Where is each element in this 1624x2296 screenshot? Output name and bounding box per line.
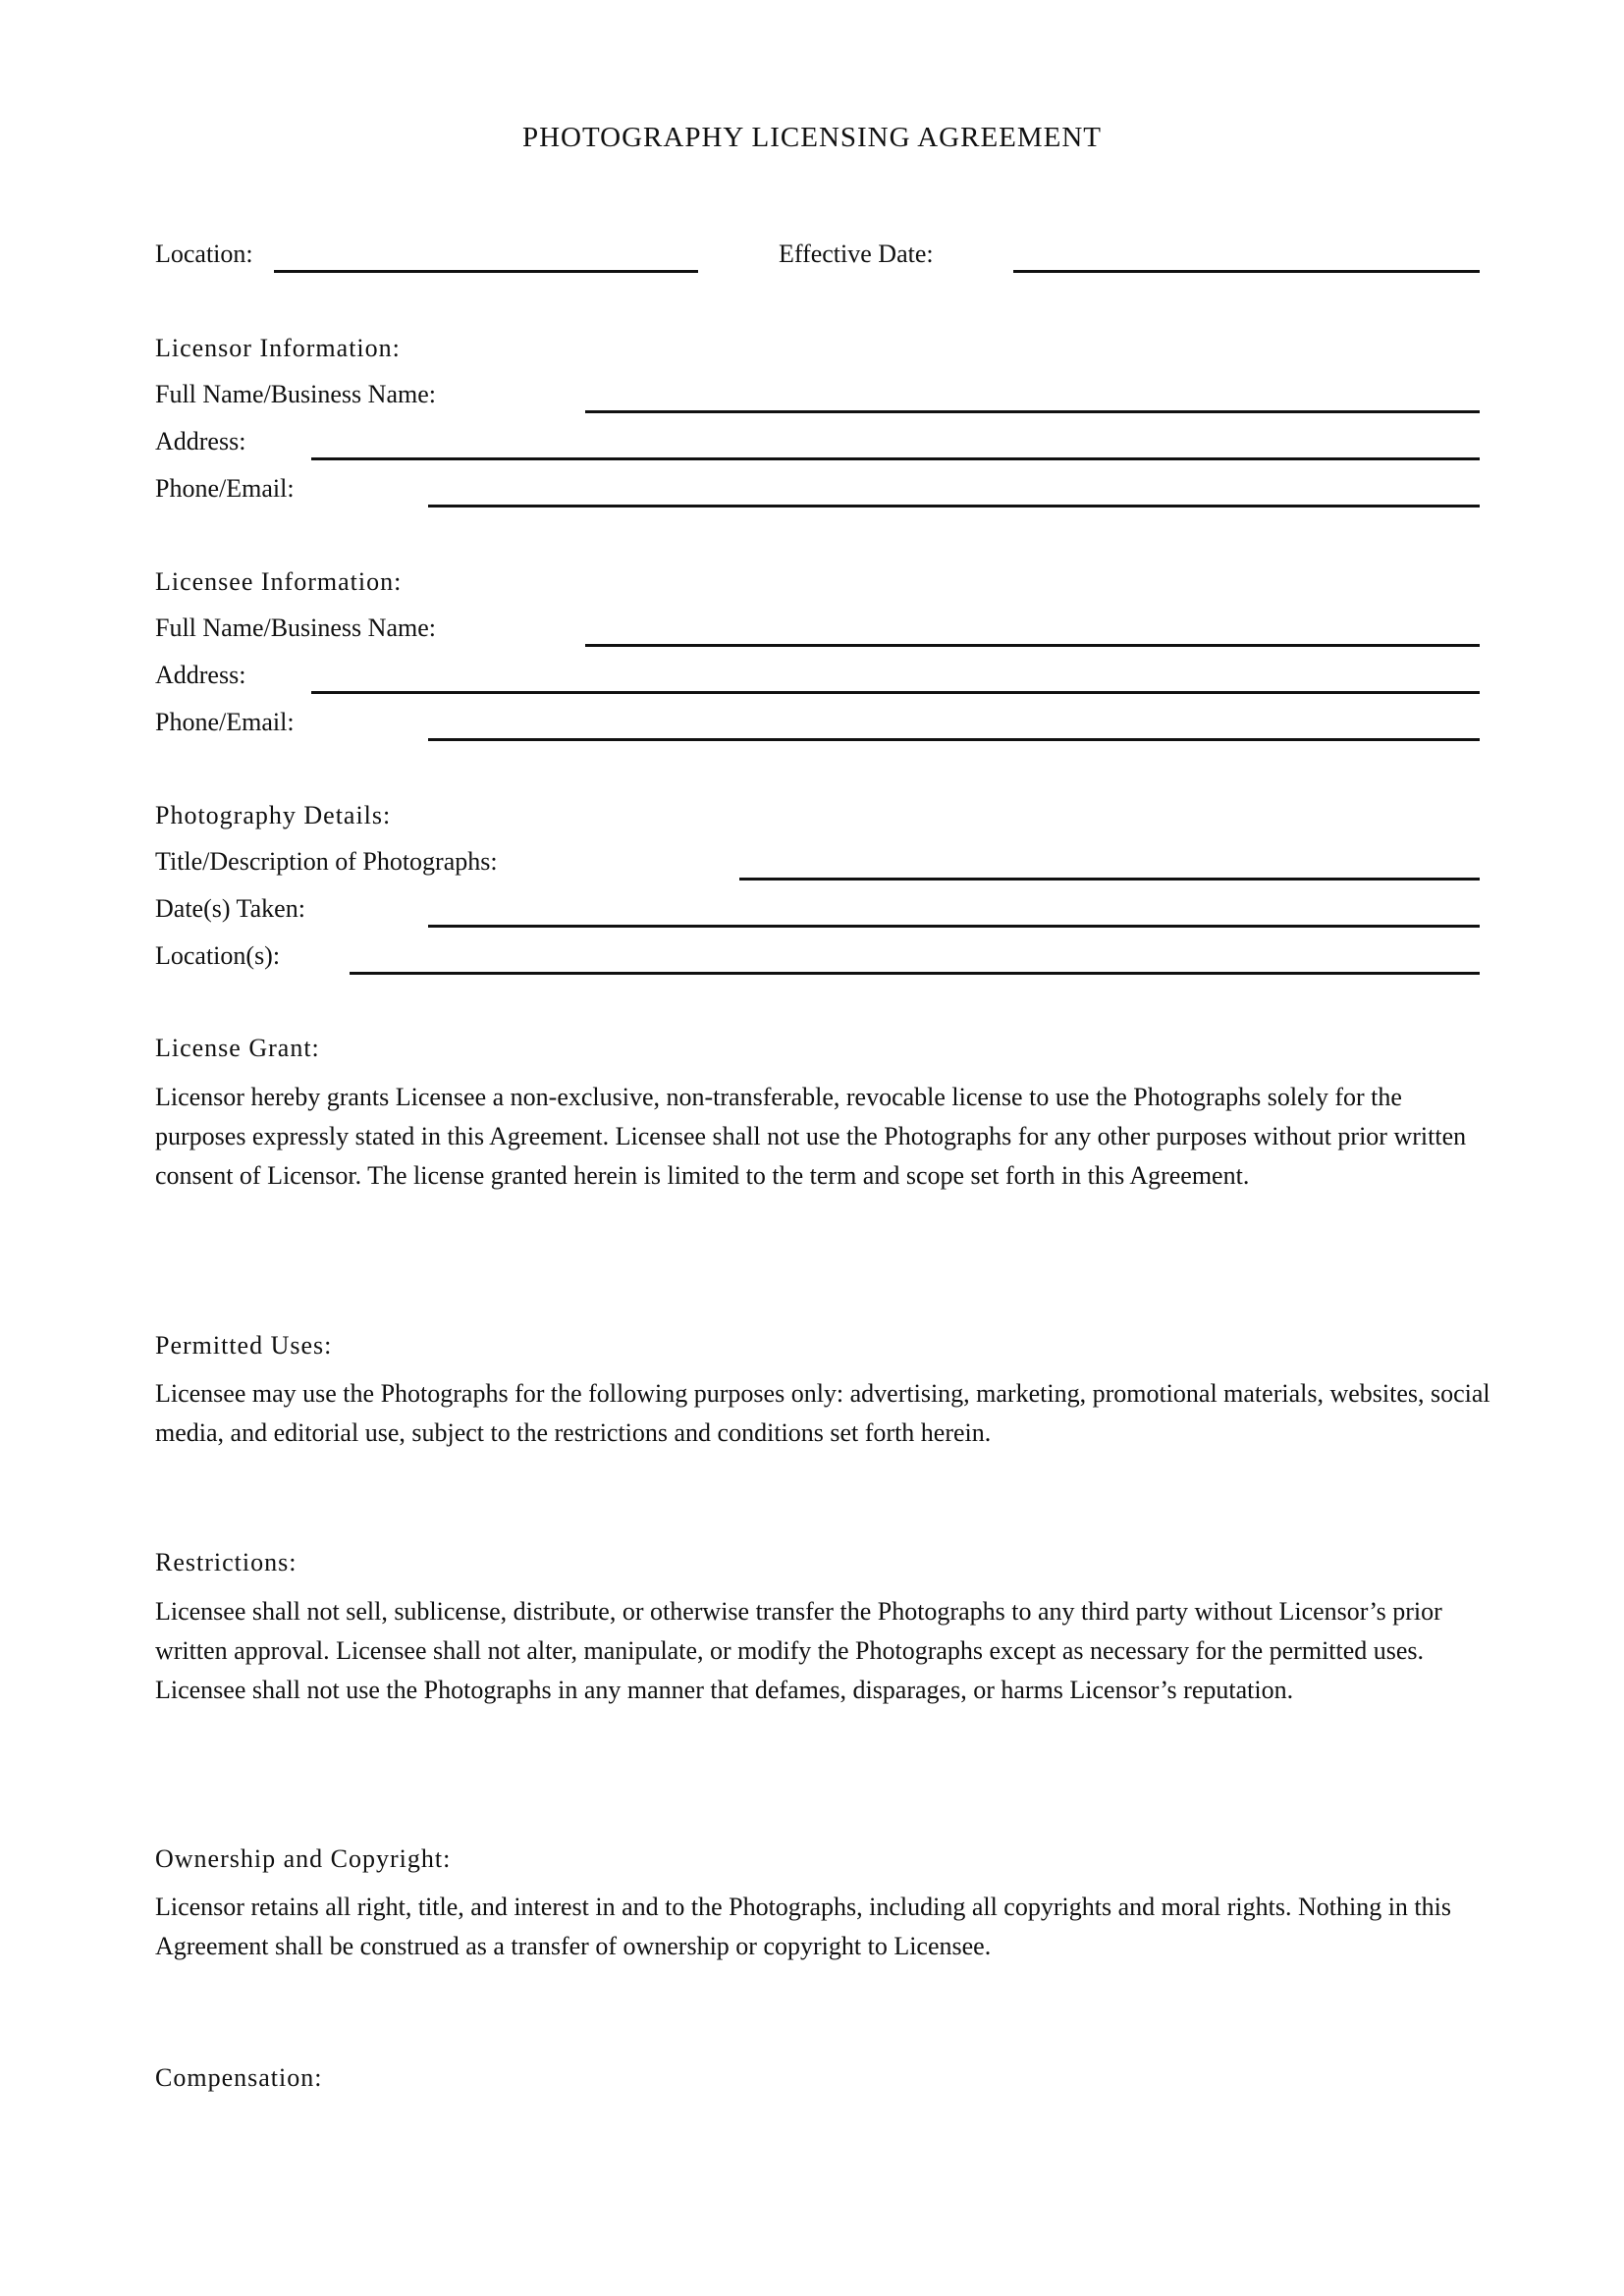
- location-label: Location:: [155, 240, 253, 268]
- licensor-name-field[interactable]: [585, 410, 1480, 413]
- licensee-name-label: Full Name/Business Name:: [155, 614, 436, 642]
- licensee-address-field[interactable]: [311, 691, 1480, 694]
- restrictions-text: Licensee shall not sell, sublicense, distribute, or otherwise transfer the Photographs to any third party without Licensor’s prior written approval. Licensee shall not alter, manipulate, or modify the Photographs except as necessary for the permitted uses. Licensee shall not use the Photographs in any manner that defames, disparages, or harms Licensor’s reputation.: [155, 1597, 1442, 1704]
- location-field[interactable]: [274, 270, 698, 273]
- photo-title-label: Title/Description of Photographs:: [155, 847, 498, 876]
- licensor-name-label: Full Name/Business Name:: [155, 380, 436, 408]
- photo-title-field[interactable]: [739, 878, 1480, 881]
- effective-date-field[interactable]: [1013, 270, 1480, 273]
- photo-dates-field[interactable]: [428, 925, 1480, 928]
- licensee-name-field[interactable]: [585, 644, 1480, 647]
- restrictions-heading: Restrictions:: [155, 1548, 298, 1576]
- licensor-contact-label: Phone/Email:: [155, 474, 295, 503]
- licensor-contact-field[interactable]: [428, 505, 1480, 507]
- ownership-text: Licensor retains all right, title, and interest in and to the Photographs, including all copyrights and moral rights. Nothing in this Agreement shall be construed as a transfer of ownership or copyright to Licensee.: [155, 1893, 1451, 1960]
- photo-locations-field[interactable]: [350, 972, 1480, 975]
- license-grant-text: Licensor hereby grants Licensee a non-exclusive, non-transferable, revocable license to use the Photographs solely for the purposes expressly stated in this Agreement. Licensee shall not use the Photographs for any other purposes without prior written consent of Licensor. The license granted herein is limited to the term and scope set forth in this Agreement.: [155, 1083, 1467, 1190]
- licensee-heading: Licensee Information:: [155, 567, 403, 596]
- permitted-uses-text: Licensee may use the Photographs for the following purposes only: advertising, marketing, promotional materials, websites, social media, and editorial use, subject to the restrictions and conditions set forth herein.: [155, 1379, 1490, 1447]
- compensation-heading: Compensation:: [155, 2063, 323, 2092]
- permitted-uses-heading: Permitted Uses:: [155, 1331, 333, 1360]
- photography-heading: Photography Details:: [155, 801, 392, 829]
- effective-date-label: Effective Date:: [779, 240, 934, 268]
- licensee-contact-field[interactable]: [428, 738, 1480, 741]
- licensor-heading: Licensor Information:: [155, 334, 401, 362]
- document-title: PHOTOGRAPHY LICENSING AGREEMENT: [521, 122, 1103, 153]
- licensee-address-label: Address:: [155, 661, 246, 689]
- licensor-address-label: Address:: [155, 427, 246, 455]
- ownership-heading: Ownership and Copyright:: [155, 1844, 452, 1873]
- license-grant-heading: License Grant:: [155, 1034, 320, 1062]
- photo-locations-label: Location(s):: [155, 941, 281, 970]
- photo-dates-label: Date(s) Taken:: [155, 894, 305, 923]
- licensor-address-field[interactable]: [311, 457, 1480, 460]
- licensee-contact-label: Phone/Email:: [155, 708, 295, 736]
